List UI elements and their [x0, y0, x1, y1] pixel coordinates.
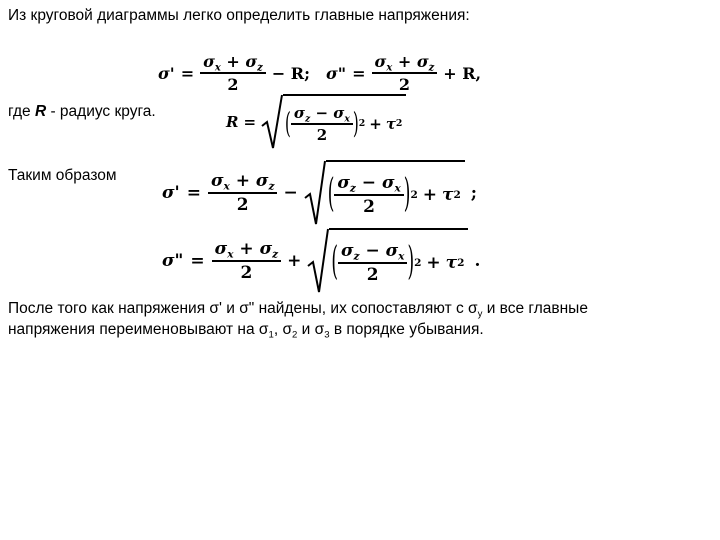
conclusion-line-1: После того как напряжения σ' и σ" найдены, их сопоставляют с $\sigma_y$ и все главные [8, 300, 588, 320]
fraction-mean-stress: $\frac{\sigma_x + \sigma_z}{2}$ [200, 52, 266, 94]
plus-r: + R, [443, 63, 482, 83]
equals-sign: = [180, 63, 195, 83]
formula-principal-stresses: σ' = $\frac{\sigma_x + \sigma_z}{2}$ − R; σ" = $\frac{\sigma_x + \sigma_z}{2}$ + R, [158, 52, 482, 94]
thus-text: Таким образом [8, 167, 117, 184]
sqrt-radius: ( $\frac{\sigma_z - \sigma_x}{2}$ ) 2 + τ 2 [261, 94, 406, 150]
formula-sigma-double-prime: σ" = $\frac{\sigma_x + \sigma_z}{2}$ + ( $\frac{\sigma_z - \sigma_x}{2}$ ) 2 + τ 2 . [162, 228, 480, 294]
formula-radius: R = ( $\frac{\sigma_z - \sigma_x}{2}$ ) 2 + τ 2 [226, 94, 406, 150]
conclusion-line-2: напряжения переименовывают на $\sigma_1$, $\sigma_2$ и $\sigma_3$ в порядке убывания. [8, 321, 484, 341]
sqrt-term-2: ( $\frac{\sigma_z - \sigma_x}{2}$ ) 2 + τ 2 [307, 228, 468, 294]
intro-text: Из круговой диаграммы легко определить главные напряжения: [8, 7, 470, 24]
formula-sigma-prime: σ' = $\frac{\sigma_x + \sigma_z}{2}$ − ( $\frac{\sigma_z - \sigma_x}{2}$ ) 2 + τ 2 ; [162, 160, 477, 226]
sqrt-term-1: ( $\frac{\sigma_z - \sigma_x}{2}$ ) 2 + τ 2 [304, 160, 465, 226]
fraction-mean-stress-2: $\frac{\sigma_x + \sigma_z}{2}$ [372, 52, 438, 94]
sigma-prime-symbol: σ' [158, 63, 175, 83]
sigma-double-prime-symbol: σ" [326, 63, 347, 83]
minus-r: − R; [271, 63, 310, 83]
r-symbol: R [226, 113, 239, 131]
radius-symbol: R [34, 103, 47, 120]
radius-caption: где R - радиус круга. [8, 103, 156, 120]
